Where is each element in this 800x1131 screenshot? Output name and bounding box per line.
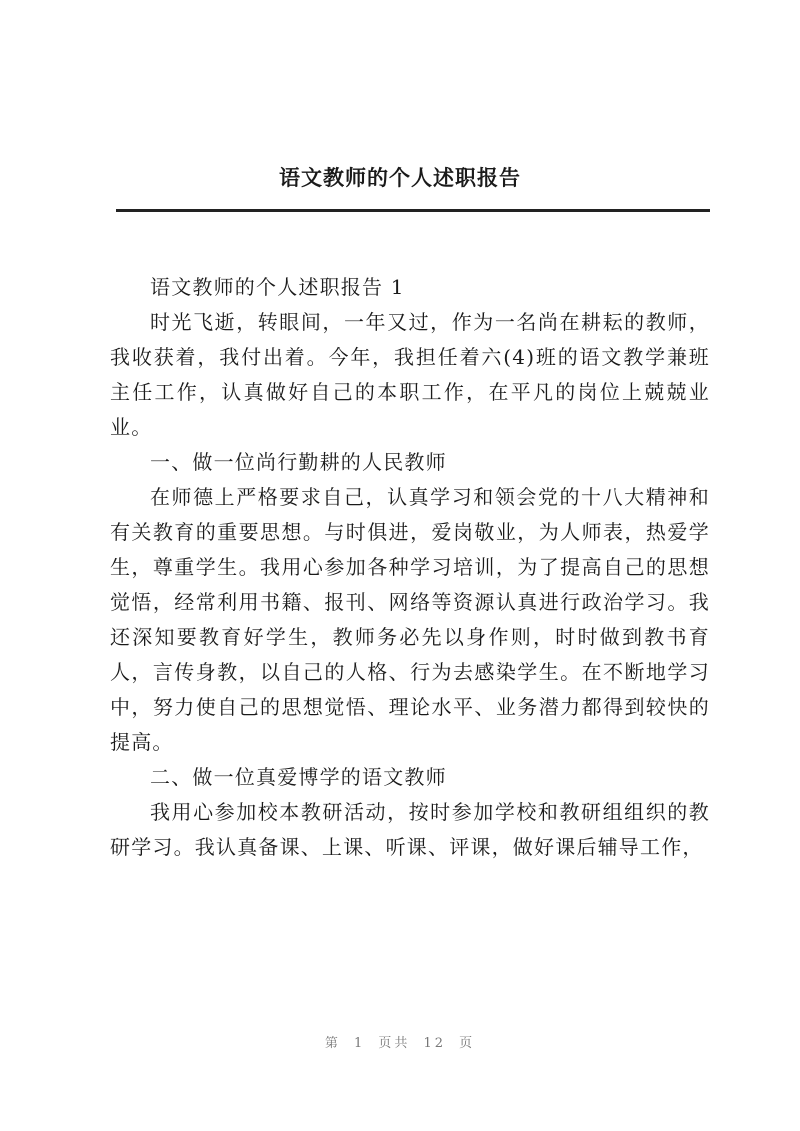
section-1-paragraph: 在师德上严格要求自己，认真学习和领会党的十八大精神和有关教育的重要思想。与时俱进，爱岗敬业，为人师表，热爱学生，尊重学生。我用心参加各种学习培训，为了提高自己的思想觉悟，经常利用书籍、报刊、网络等资源认真进行政治学习。我还深知要教育好学生，教师务必先以身作则，时时做到教书育人，言传身教，以自己的人格、行为去感染学生。在不断地学习中，努力使自己的思想觉悟、理论水平、业务潜力都得到较快的提高。 bbox=[110, 485, 710, 754]
report-heading: 语文教师的个人述职报告 1 bbox=[150, 275, 405, 299]
document-title: 语文教师的个人述职报告 bbox=[279, 165, 521, 190]
section-heading-2: 二、做一位真爱博学的语文教师 bbox=[150, 765, 447, 789]
section-heading-1: 一、做一位尚行勤耕的人民教师 bbox=[150, 450, 447, 474]
document-body bbox=[110, 270, 710, 865]
page-footer: 第 1 页共 12 页 bbox=[324, 1036, 476, 1051]
title-divider bbox=[116, 209, 710, 212]
intro-paragraph: 时光飞逝，转眼间，一年又过，作为一名尚在耕耘的教师，我收获着，我付出着。今年，我担任着六(4)班的语文教学兼班主任工作，认真做好自己的本职工作，在平凡的岗位上兢兢业业。 bbox=[110, 310, 710, 439]
section-2-paragraph: 我用心参加校本教研活动，按时参加学校和教研组组织的教研学习。我认真备课、上课、听课、评课，做好课后辅导工作， bbox=[110, 800, 710, 859]
